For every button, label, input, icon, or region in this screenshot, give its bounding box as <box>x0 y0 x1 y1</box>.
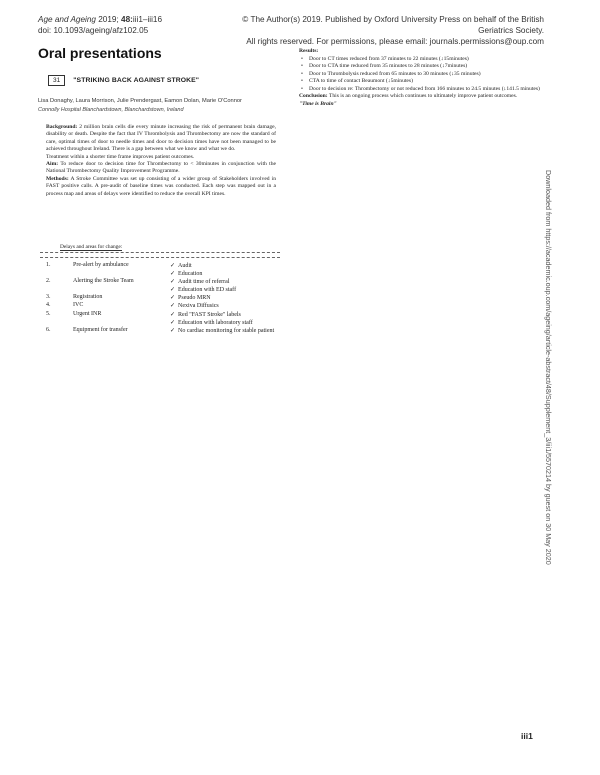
abstract-body <box>46 124 276 198</box>
background-paragraph <box>46 124 276 154</box>
row-actions <box>170 327 290 335</box>
page-number: iii1 <box>521 731 533 741</box>
abstract-heading <box>38 75 199 86</box>
row-delay-item: IVC <box>73 302 84 309</box>
action-item <box>170 302 290 310</box>
result-item: • Door to CT times reduced from 37 minutes to 22 minutes (↓15minutes) <box>309 56 548 64</box>
row-number: 5. <box>46 310 51 317</box>
row-delay-item: Alerting the Stroke Team <box>73 278 134 285</box>
result-item: • Door to decision re: Thrombectomy or not reduced from 166 minutes to 24.5 minutes (↓141.5 minutes) <box>309 86 548 94</box>
journal-volume: 48: <box>121 15 133 24</box>
copyright-notice <box>226 14 544 47</box>
row-number: 1. <box>46 262 51 268</box>
abstract-number: 31 <box>48 75 65 86</box>
journal-name: Age and Ageing <box>38 15 96 24</box>
results-list <box>299 56 548 94</box>
action-text: Red "FAST Stroke" labels <box>178 311 241 318</box>
action-item <box>170 319 290 327</box>
journal-year: 2019; <box>98 15 119 24</box>
action-text: Nexiva Diffusics <box>178 303 219 310</box>
author-list: Lisa Donaghy, Laura Morrison, Julie Prendergast, Eamon Dolan, Marie O'Connor <box>38 98 242 104</box>
conclusion-text: This is an ongoing process which continues to ultimately improve patient outcomes. <box>328 93 518 99</box>
results-heading: Results: <box>299 48 319 54</box>
download-notice-text: Downloaded from https://academic.oup.com/ageing/article-abstract/48/Supplement_3/iii1/5570214 by guest on 30 May 2020 <box>544 170 553 565</box>
action-item <box>170 311 290 319</box>
row-number: 4. <box>46 302 51 309</box>
table-row <box>46 311 286 327</box>
table-row <box>46 262 286 278</box>
action-text: No cardiac monitoring for stable patient <box>178 327 275 334</box>
check-icon: ✓ <box>170 295 176 302</box>
methods-label: Methods: <box>46 175 69 182</box>
table-top-rule <box>40 252 280 253</box>
check-icon: ✓ <box>170 319 176 326</box>
row-delay-item: Pre-alert by ambulance <box>73 262 129 268</box>
conclusion-paragraph <box>299 93 548 101</box>
delays-table <box>46 262 286 343</box>
background-label: Background: <box>46 124 78 130</box>
conclusion-label: Conclusion: <box>299 93 328 99</box>
action-item <box>170 278 290 286</box>
background-paragraph-2: Treatment within a shorter time frame improves patient outcomes. <box>46 153 195 160</box>
action-item <box>170 286 290 294</box>
row-actions <box>170 294 290 302</box>
action-item <box>170 270 290 278</box>
row-number: 6. <box>46 326 51 333</box>
check-icon: ✓ <box>170 271 176 278</box>
check-icon: ✓ <box>170 263 176 269</box>
table-row <box>46 302 286 310</box>
result-item: • CTA to time of contact Beaumont (↓5minutes) <box>309 78 548 86</box>
action-item <box>170 262 290 270</box>
doi: doi: 10.1093/ageing/afz102.05 <box>38 26 149 35</box>
background-text: 2 million brain cells die every minute increasing the risk of permanent brain damage, disability or death. Despite the fact that IV Thrombolysis and Thrombectomy are now the standard of care, optimal times of door to needle times and door to decision times have not been managed to be achieved throughout Ireland. There is a gap between what we know and what we do. <box>46 124 276 153</box>
action-text: Audit <box>178 263 192 269</box>
action-item <box>170 294 290 302</box>
row-actions <box>170 262 290 278</box>
methods-text: A Stroke Committee was set up consisting of a wider group of Stakeholders involved in FAST positive calls. A pre-audit of baseline times was conducted. Each step was mapped out in a process map and areas of delays were identified to reduce the overall KPI times. <box>46 175 276 197</box>
row-delay-item: Equipment for transfer <box>73 326 128 333</box>
methods-paragraph <box>46 176 276 198</box>
result-item: • Door to CTA time reduced from 35 minutes to 28 minutes (↓7minutes) <box>309 63 548 71</box>
row-delay-item: Urgent INR <box>73 310 102 317</box>
row-actions <box>170 278 290 294</box>
journal-citation <box>38 14 162 36</box>
journal-pages: iii1–iii16 <box>132 15 163 24</box>
abstract-title: "STRIKING BACK AGAINST STROKE" <box>73 77 200 84</box>
table-header-rule <box>40 257 280 258</box>
action-item <box>170 327 290 335</box>
row-delay-item: Registration <box>73 294 103 301</box>
action-text: Education with laboratory staff <box>178 319 253 326</box>
affiliation: Connolly Hospital Blanchardstown, Blanchardstown, Ireland <box>38 107 184 113</box>
table-row <box>46 294 286 302</box>
tagline: "Time is Brain" <box>299 100 337 107</box>
aim-label: Aim: <box>46 161 59 168</box>
table-row <box>46 278 286 294</box>
download-notice <box>543 170 553 630</box>
copyright-line-2: All rights reserved. For permissions, please email: journals.permissions@oup.com <box>246 37 544 46</box>
action-text: Pseudo MRN <box>178 295 211 302</box>
result-item: • Door to Thrombolysis reduced from 65 minutes to 30 minutes (↓35 minutes) <box>309 71 548 79</box>
row-actions <box>170 302 290 310</box>
copyright-line-1: © The Author(s) 2019. Published by Oxford University Press on behalf of the British Geriatrics Society. <box>242 15 544 35</box>
table-row <box>46 327 286 343</box>
row-actions <box>170 311 290 327</box>
aim-paragraph <box>46 161 276 176</box>
aim-text: To reduce door to decision time for Thrombectomy to < 30minutes in conjunction with the National Thrombectomy Quality Improvement Programme. <box>46 161 276 175</box>
row-number: 2. <box>46 278 51 285</box>
action-text: Audit time of referral <box>178 279 230 286</box>
delays-link[interactable]: Delays and areas for change: <box>60 244 123 250</box>
check-icon: ✓ <box>170 311 176 318</box>
check-icon: ✓ <box>170 327 176 334</box>
results-column <box>299 48 548 108</box>
section-title: Oral presentations <box>38 45 162 61</box>
check-icon: ✓ <box>170 287 176 294</box>
action-text: Education with ED staff <box>178 287 237 294</box>
check-icon: ✓ <box>170 279 176 286</box>
action-text: Education <box>178 271 203 278</box>
row-number: 3. <box>46 294 51 301</box>
check-icon: ✓ <box>170 303 176 310</box>
